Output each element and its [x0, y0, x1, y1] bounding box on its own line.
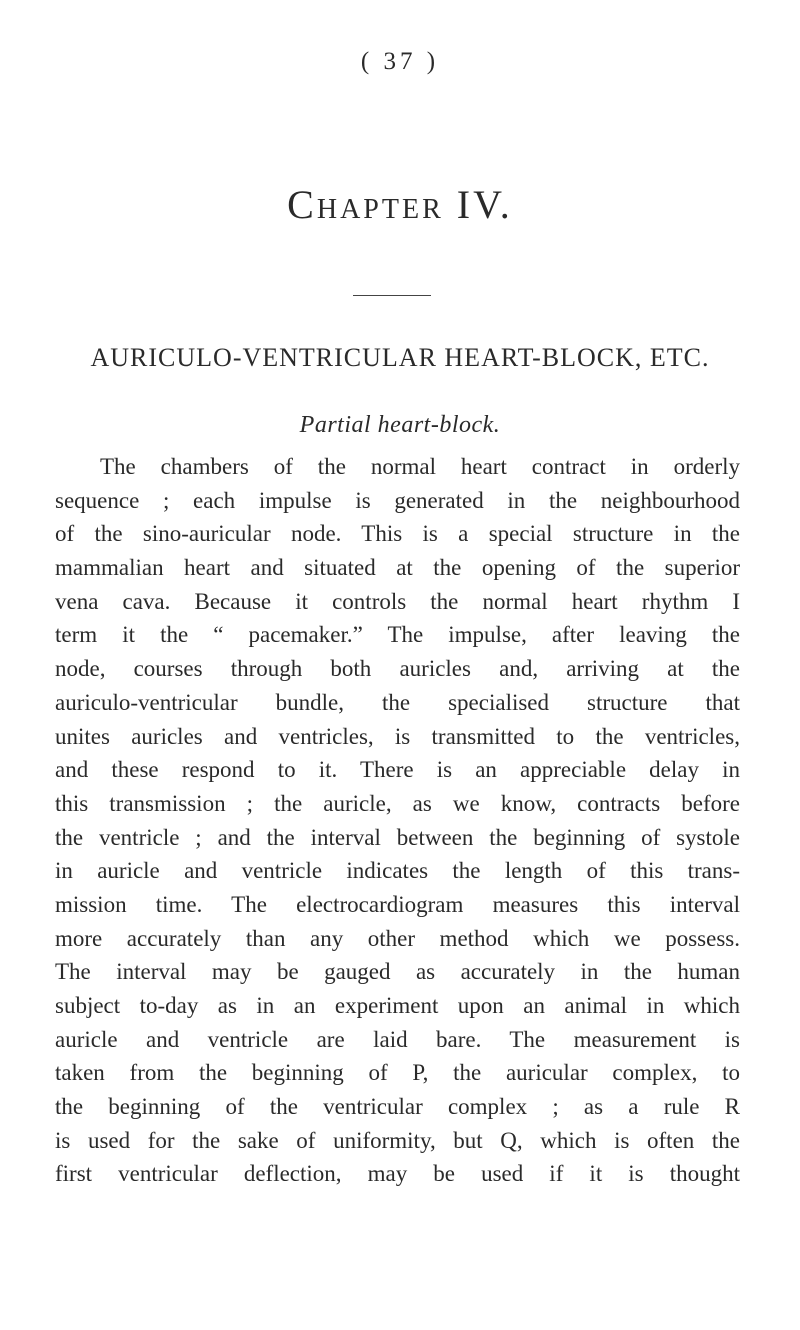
body-line: subject to-day as in an experiment upon an animal in which: [55, 993, 740, 1018]
body-line: term it the “ pacemaker.” The impulse, after leaving the: [55, 622, 740, 648]
body-line: and these respond to it. There is an appreciable delay in: [55, 757, 740, 783]
body-paragraph: [55, 450, 740, 1191]
body-line: The chambers of the normal heart contract in orderly: [100, 454, 740, 479]
body-line: is used for the sake of uniformity, but Q, which is often the: [55, 1127, 740, 1153]
body-line: auriculo-ventricular bundle, the specialised structure that: [55, 689, 740, 715]
body-line: mission time. The electrocardiogram measures this interval: [55, 891, 740, 917]
body-line: the beginning of the ventricular complex ; as a rule R: [55, 1094, 740, 1120]
page-number: ( 37 ): [360, 48, 440, 75]
body-line: the ventricle ; and the interval between the beginning of systole: [55, 824, 740, 850]
body-line: auricle and ventricle are laid bare. The measurement is: [55, 1026, 740, 1052]
subsection-title: Partial heart-block.: [299, 412, 501, 438]
body-line: node, courses through both auricles and, arriving at the: [55, 656, 740, 682]
body-line: in auricle and ventricle indicates the length of this trans-: [55, 858, 740, 884]
body-line: The interval may be gauged as accurately in the human: [55, 959, 740, 985]
section-title: AURICULO-VENTRICULAR HEART-BLOCK, ETC.: [90, 343, 710, 372]
body-line: mammalian heart and situated at the opening of the superior: [55, 555, 740, 581]
body-line: vena cava. Because it controls the normal heart rhythm I: [55, 588, 740, 614]
body-line: taken from the beginning of P, the auricular complex, to: [55, 1060, 740, 1086]
chapter-title: Chapter IV.: [287, 182, 513, 227]
body-line: unites auricles and ventricles, is transmitted to the ventricles,: [55, 723, 740, 749]
body-line: of the sino-auricular node. This is a special structure in the: [55, 521, 740, 547]
chapter-divider: [353, 295, 431, 296]
body-line: this transmission ; the auricle, as we know, contracts before: [55, 790, 740, 816]
body-line: first ventricular deflection, may be used if it is thought: [55, 1161, 740, 1187]
body-line: sequence ; each impulse is generated in the neighbourhood: [55, 487, 740, 513]
body-line: more accurately than any other method which we possess.: [55, 925, 740, 951]
